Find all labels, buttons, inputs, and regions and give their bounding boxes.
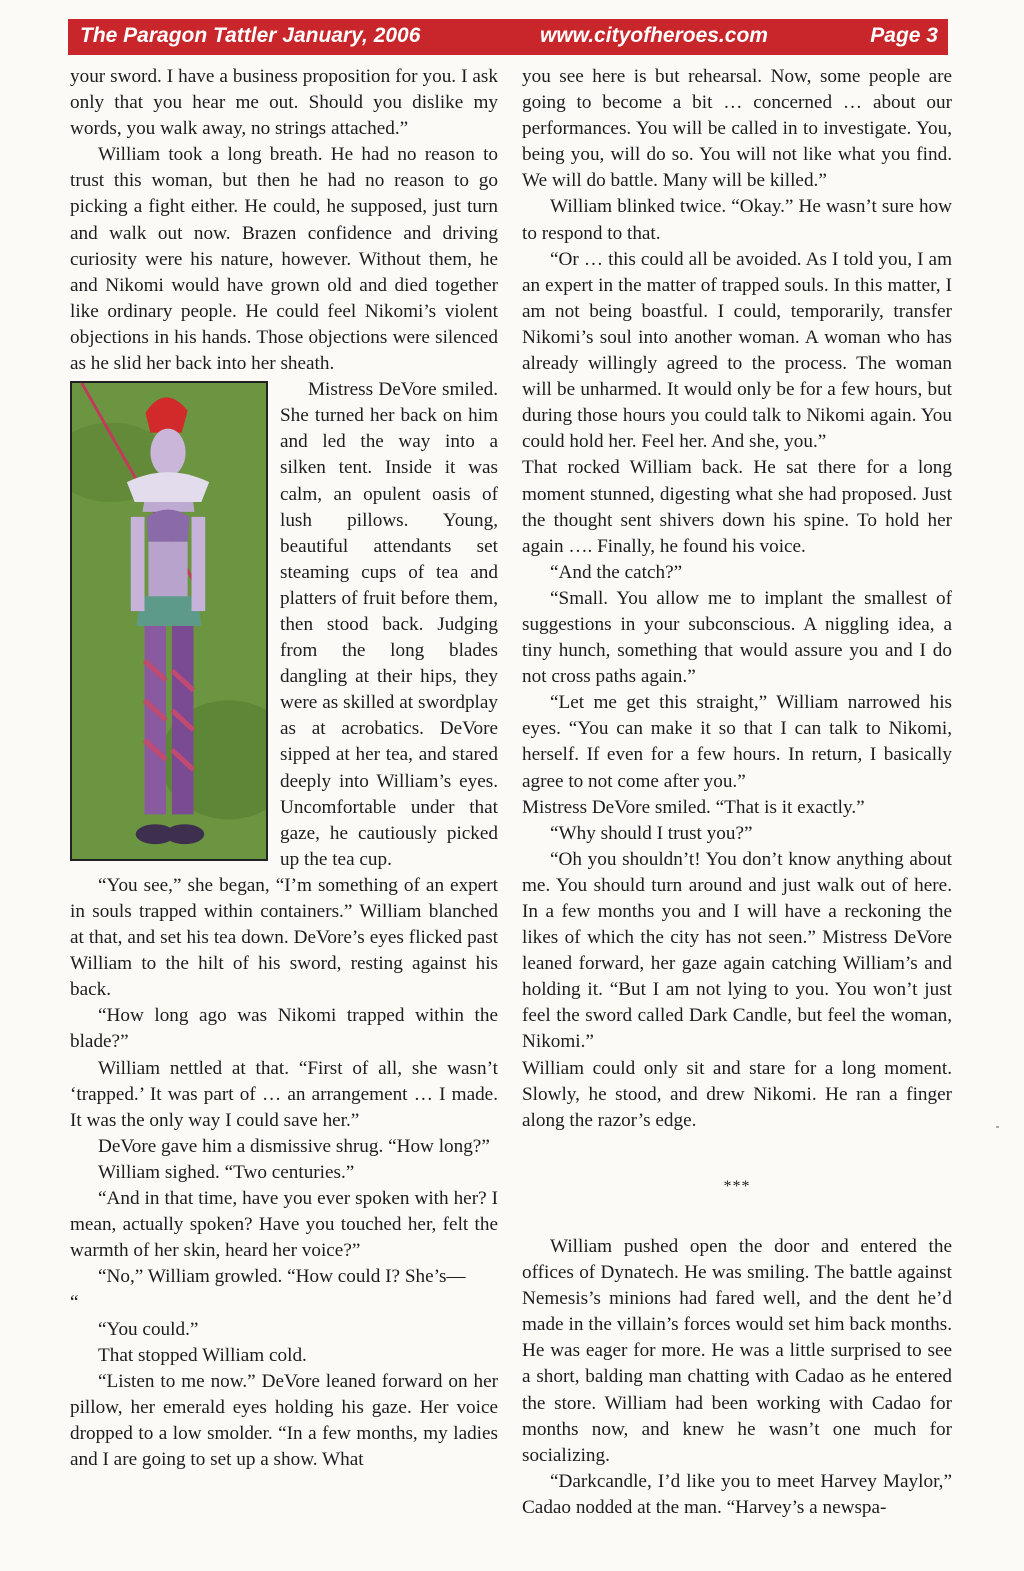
paragraph: DeVore gave him a dismissive shrug. “How long?” [98,1135,490,1157]
paragraph: William could only sit and stare for a long moment. Slowly, he stood, and drew Nikomi. He ran a finger along the razor’s edge. [522,1057,952,1131]
paragraph: “You could.” [98,1318,199,1340]
paragraph: That rocked William back. He sat there for a long moment stunned, digesting what she had proposed. Just the thought sent shivers down his spine. To hold her again …. Finally, he found his voice. [522,457,952,557]
right-column [522,64,952,1521]
paragraph: “Oh you shouldn’t! You don’t know anything about me. You should turn around and just walk out of here. In a few months you and I will have a reckoning the likes of which the city has not seen.” Mistress DeVore leaned forward, her gaze again catching William’s and holding it. “But I am not lying to you. You won’t just feel the sword called Dark Candle, but feel the woman, Nikomi.” [522,848,952,1053]
paragraph: “And in that time, have you ever spoken with her? I mean, actually spoken? Have you touched her, felt the warmth of her skin, heard her voice?” [70,1188,498,1262]
paragraph: “Why should I trust you?” [550,822,753,844]
paragraph: “Small. You allow me to implant the smallest of suggestions in your subconscious. A niggling idea, a tiny hunch, something that would assure you and I do not cross paths again.” [522,587,952,688]
newsletter-title: The Paragon Tattler January, 2006 [80,24,421,47]
paragraph: Mistress DeVore smiled. “That is it exactly.” [522,796,865,818]
scan-speck [996,1126,999,1128]
section-separator: *** [723,1177,751,1195]
page-header [68,19,948,55]
paragraph: “Darkcandle, I’d like you to meet Harvey Maylor,” Cadao nodded at the man. “Harvey’s a newspa- [522,1470,952,1518]
paragraph: William took a long breath. He had no reason to trust this woman, but then he had no reason to go picking a fight either. He could, he supposed, just turn and walk out now. Brazen confidence and driving curiosity were his nature, however. Without them, he and Nikomi would have grown old and died together like ordinary people. He could feel Nikomi’s violent objections in his hands. Those objections were silenced as he slid her back into her sheath. [70,144,498,375]
paragraph: your sword. I have a business proposition for you. I ask only that you hear me out. Should you dislike my words, you walk away, no strings attached.” [70,66,498,140]
left-column [70,64,498,1473]
character-illustration [72,383,266,859]
paragraph: “Or … this could all be avoided. As I told you, I am an expert in the matter of trapped souls. In this matter, I am not being boastful. I could, temporarily, transfer Nikomi’s soul into another woman. A woman who has already willingly agreed to the process. The woman will be unharmed. It would only be for a few hours, but during those hours you could talk to Nikomi again. You could hold her. Feel her. And she, you.” [522,248,952,453]
paragraph: That stopped William cold. [98,1344,307,1366]
paragraph: William sighed. “Two centuries.” [98,1161,355,1183]
paragraph: “No,” William growled. “How could I? She’s— [98,1266,466,1288]
paragraph: you see here is but rehearsal. Now, some people are going to become a bit … concerned … about our performances. You will be called in to investigate. You, being you, will do so. You will not like what you find. We will do battle. Many will be killed.” [522,66,952,192]
paragraph: “And the catch?” [550,561,683,583]
paragraph: “Listen to me now.” DeVore leaned forward on her pillow, her emerald eyes holding his gaze. Her voice dropped to a low smolder. “In a few months, my ladies and I are going to set up a show. What [70,1370,498,1470]
character-figure-image [70,381,268,861]
paragraph: Mistress DeVore smiled. She turned her back on him and led the way into a silken tent. Inside it was calm, an opulent oasis of lush pillows. Young, beautiful attendants set steaming cups of tea and platters of fruit before them, then stood back. Judging from the long blades dangling at their hips, they were as skilled at swordplay as at acrobatics. DeVore sipped at her tea, and stared deeply into William’s eyes. Uncomfortable under that gaze, he cautiously picked up the tea cup. [280,379,498,870]
paragraph: “Let me get this straight,” William narrowed his eyes. “You can make it so that I can talk to Nikomi, herself. If even for a few hours. In return, I basically agree to not come after you.” [522,692,952,792]
paragraph: “You see,” she began, “I’m something of an expert in souls trapped within containers.” William blanched at that, and set his tea down. DeVore’s eyes flicked past William to the hilt of his sword, resting against his back. [70,874,498,1001]
paragraph: “How long ago was Nikomi trapped within the blade?” [70,1005,498,1053]
paragraph: “ [70,1292,79,1314]
website-url[interactable]: www.cityofheroes.com [540,24,768,47]
page-number: Page 3 [870,24,938,47]
paragraph: William nettled at that. “First of all, she wasn’t ‘trapped.’ It was part of … an arrangement … I made. It was the only way I could save her.” [70,1057,498,1131]
paragraph: William blinked twice. “Okay.” He wasn’t sure how to respond to that. [522,196,952,244]
paragraph: William pushed open the door and entered the offices of Dynatech. He was smiling. The battle against Nemesis’s minions had fared well, and the dent he’d made in the villain’s forces would set him back months. He was eager for more. He was a little surprised to see a short, balding man chatting with Cadao as he entered the store. William had been working with Cadao for months now, and knew he wasn’t one much for socializing. [522,1235,952,1466]
